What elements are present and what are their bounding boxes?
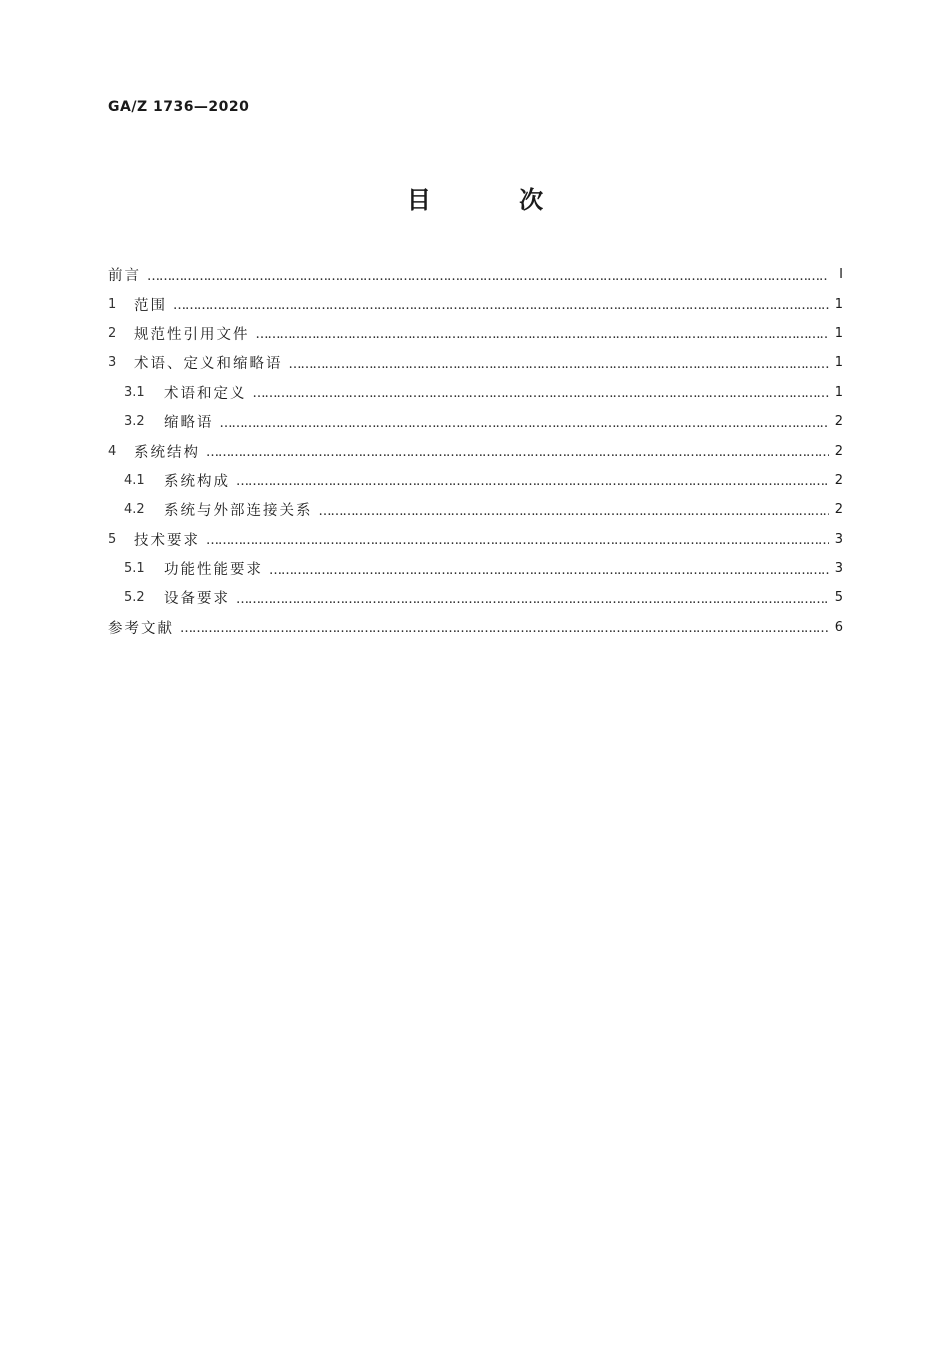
toc-entry[interactable] <box>108 466 843 495</box>
toc-entry[interactable] <box>108 348 843 377</box>
toc-entry-label: 系统构成 <box>164 473 230 490</box>
toc-entry[interactable] <box>108 436 843 465</box>
toc-entry-page: 1 <box>834 384 843 400</box>
toc-entry-number: 3.1 <box>124 384 145 400</box>
toc-dot-leader <box>269 562 829 578</box>
toc-entry-page: 3 <box>834 561 843 577</box>
toc-entry-page: 6 <box>834 619 843 635</box>
toc-entry-label: 系统结构 <box>134 444 200 461</box>
toc-dot-leader <box>236 473 829 489</box>
toc-entry[interactable] <box>108 260 843 289</box>
toc-entry-number: 5.1 <box>124 561 145 577</box>
toc-entry-number: 2 <box>108 325 117 341</box>
toc-entry[interactable] <box>108 613 843 642</box>
toc-dot-leader <box>319 503 829 519</box>
toc-dot-leader <box>289 356 829 372</box>
toc-entry[interactable] <box>108 378 843 407</box>
toc-dot-leader <box>206 444 829 460</box>
toc-entry-page: 1 <box>834 325 843 341</box>
toc-entry-page: 2 <box>834 472 843 488</box>
toc-title: 目 次 <box>406 186 584 214</box>
toc-entry-number: 1 <box>108 296 117 312</box>
toc-entry-label: 规范性引用文件 <box>134 326 250 343</box>
toc-dot-leader <box>256 326 829 342</box>
toc-entry-page: 2 <box>834 414 843 430</box>
toc-entry[interactable] <box>108 289 843 318</box>
toc-entry-label: 缩略语 <box>164 415 214 432</box>
document-code: GA/Z 1736—2020 <box>108 99 250 115</box>
toc-entry-label: 术语、定义和缩略语 <box>134 356 283 373</box>
toc-dot-leader <box>147 268 829 284</box>
toc-entry-number: 3 <box>108 355 117 371</box>
toc-entry[interactable] <box>108 407 843 436</box>
toc-entry-label: 前言 <box>108 268 141 285</box>
toc-dot-leader <box>220 415 829 431</box>
table-of-contents <box>108 260 843 642</box>
toc-entry-number: 3.2 <box>124 414 145 430</box>
toc-entry[interactable] <box>108 554 843 583</box>
toc-entry-label: 设备要求 <box>164 591 230 608</box>
toc-entry-label: 范围 <box>134 297 167 314</box>
toc-dot-leader <box>253 385 829 401</box>
toc-entry-page: 1 <box>834 296 843 312</box>
toc-entry-page: 2 <box>834 443 843 459</box>
toc-dot-leader <box>206 532 829 548</box>
toc-entry-label: 参考文献 <box>108 620 174 637</box>
toc-entry-number: 5.2 <box>124 590 145 606</box>
toc-entry[interactable] <box>108 319 843 348</box>
toc-entry-label: 术语和定义 <box>164 385 247 402</box>
toc-entry-number: 5 <box>108 531 117 547</box>
toc-entry-page: 2 <box>834 502 843 518</box>
toc-dot-leader <box>236 591 829 607</box>
toc-dot-leader <box>180 620 829 636</box>
toc-entry[interactable] <box>108 583 843 612</box>
toc-entry-label: 功能性能要求 <box>164 562 263 579</box>
toc-entry[interactable] <box>108 525 843 554</box>
toc-entry[interactable] <box>108 495 843 524</box>
toc-entry-page: 3 <box>834 531 843 547</box>
toc-entry-page: Ⅰ <box>839 267 843 283</box>
toc-entry-number: 4 <box>108 443 117 459</box>
toc-entry-page: 1 <box>834 355 843 371</box>
toc-entry-label: 系统与外部连接关系 <box>164 503 313 520</box>
toc-entry-number: 4.1 <box>124 472 145 488</box>
toc-entry-number: 4.2 <box>124 502 145 518</box>
toc-entry-label: 技术要求 <box>134 532 200 549</box>
toc-entry-page: 5 <box>834 590 843 606</box>
toc-dot-leader <box>173 297 829 313</box>
